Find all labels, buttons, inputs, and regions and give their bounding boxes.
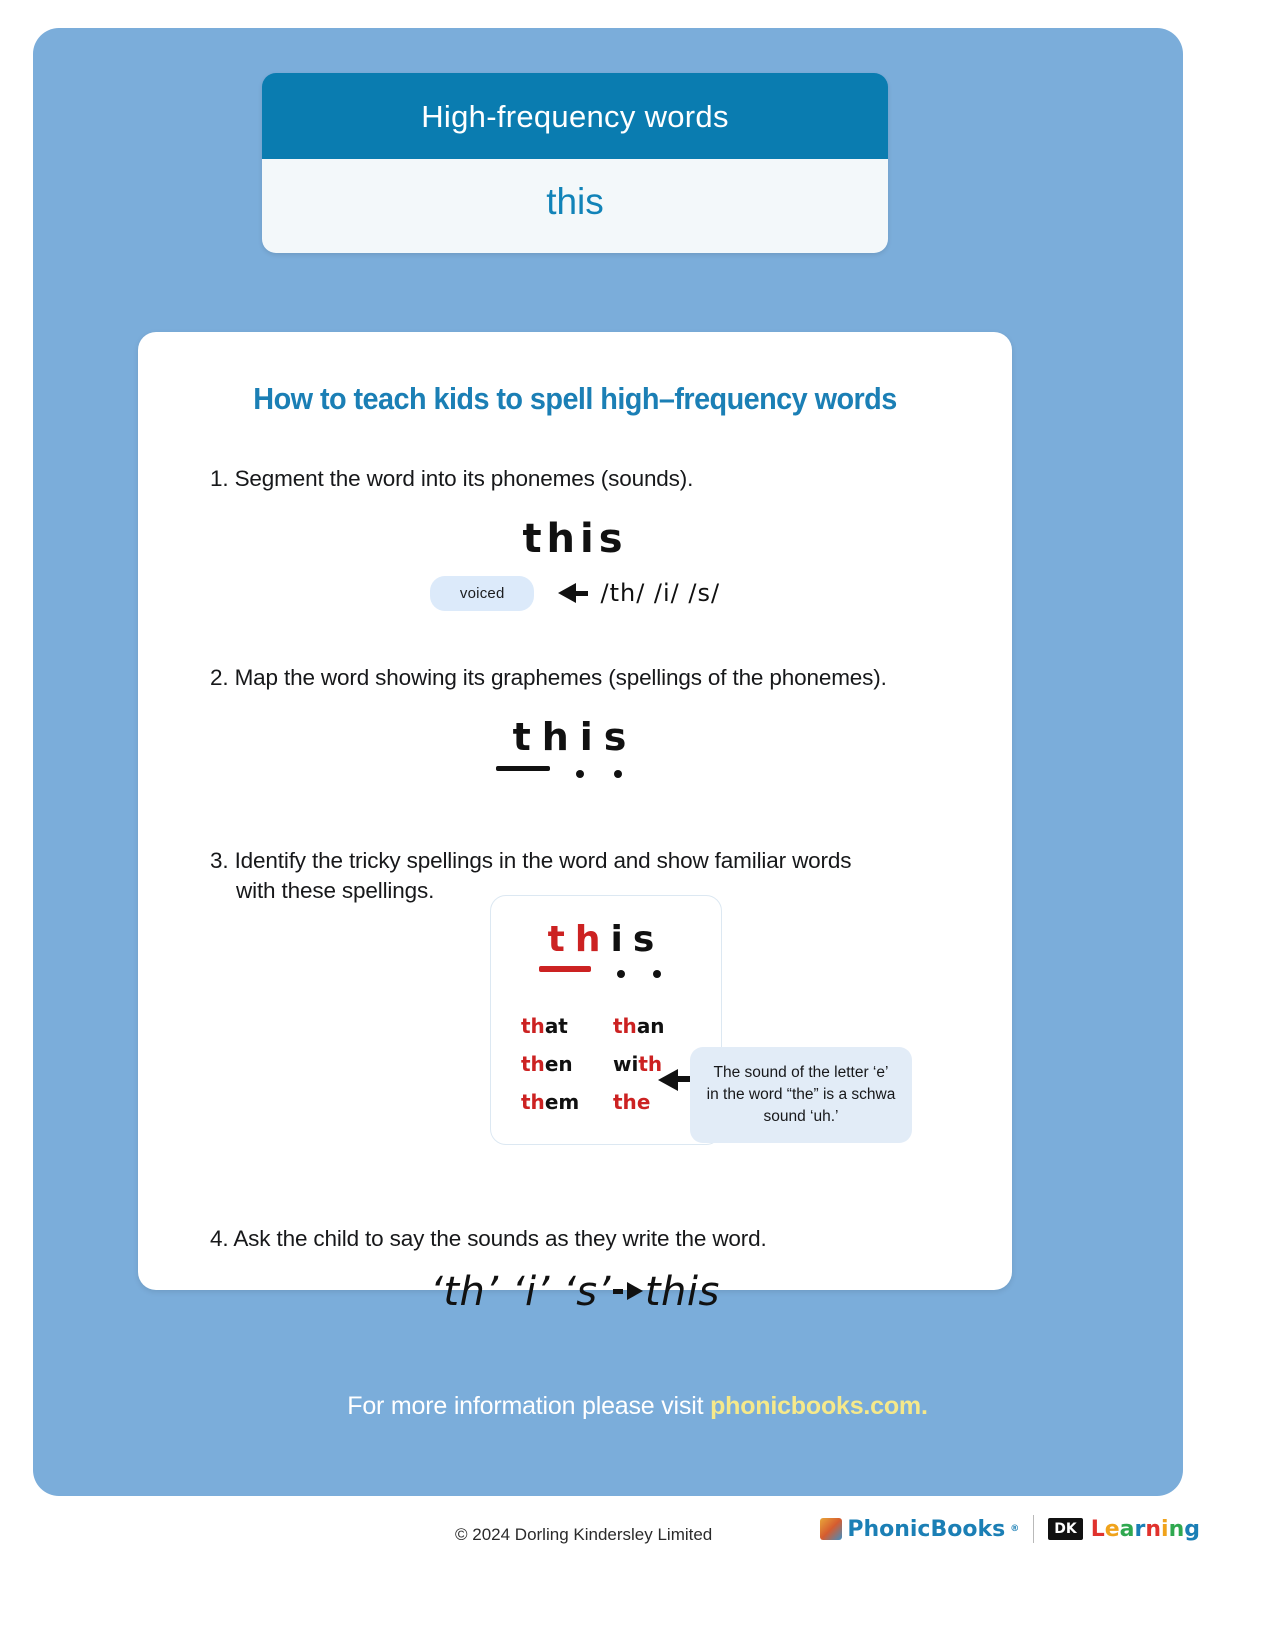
step-2-text: 2. Map the word showing its graphemes (spellings of the phonemes).: [210, 664, 887, 690]
step-2-markers: [480, 766, 670, 788]
tricky-word-letters: [491, 919, 721, 960]
step-2-mapped-word: [480, 715, 670, 788]
promo-site-link[interactable]: phonicbooks.com.: [710, 1392, 928, 1420]
familiar-word-with: [613, 1052, 691, 1076]
familiar-words-row: [521, 1090, 691, 1114]
phonic-books-label: PhonicBooks: [847, 1516, 1006, 1542]
word-then-black: en: [544, 1052, 573, 1076]
promo-line: [0, 1392, 1275, 1421]
word-the-black: e: [636, 1090, 651, 1114]
arrow-right-stem-icon: [613, 1289, 623, 1294]
familiar-word-the: [613, 1090, 691, 1114]
tooltip-arrow-stem-icon: [678, 1076, 690, 1082]
title-card-body: [262, 159, 888, 253]
footer-logos: [820, 1515, 1200, 1543]
familiar-word-then: [521, 1052, 599, 1076]
word-with-red: th: [638, 1052, 663, 1076]
footer: [0, 1515, 1275, 1575]
familiar-words-row: [521, 1014, 691, 1038]
word-the-red: th: [613, 1090, 637, 1114]
voiced-badge: voiced: [430, 576, 535, 611]
tricky-dot-s: [653, 970, 661, 978]
featured-word: this: [546, 181, 604, 222]
tooltip-arrow-icon: [658, 1069, 678, 1091]
copyright-text: © 2024 Dorling Kindersley Limited: [455, 1525, 713, 1544]
familiar-word-that: [521, 1014, 599, 1038]
schwa-tooltip: The sound of the letter ‘e’ in the word “the” is a schwa sound ‘uh.’: [690, 1047, 912, 1143]
word-that-red: th: [521, 1014, 545, 1038]
tricky-letter-s: s: [632, 919, 665, 960]
word-then-red: th: [521, 1052, 545, 1076]
word-them-black: em: [544, 1090, 580, 1114]
step-4-sounds-line: [138, 1269, 1012, 1315]
step-1-text: 1. Segment the word into its phonemes (sounds).: [210, 466, 694, 491]
dk-learning-logo: [1048, 1517, 1200, 1542]
tricky-letter-h: h: [574, 919, 611, 960]
grapheme-dot-i: [576, 770, 584, 778]
tricky-letter-i: i: [610, 919, 633, 960]
tricky-word-markers: [521, 966, 691, 988]
arrow-right-icon: [627, 1282, 643, 1300]
step-3-line-1: 3. Identify the tricky spellings in the word and show familiar words: [210, 848, 852, 874]
arrow-left-stem-icon: [576, 591, 588, 596]
content-heading: How to teach kids to spell high–frequency words: [253, 381, 897, 416]
grapheme-bar-th: [496, 766, 550, 771]
phonic-books-mark-icon: [820, 1518, 842, 1540]
word-that-black: at: [544, 1014, 568, 1038]
word-them-red: th: [521, 1090, 545, 1114]
familiar-word-than: [613, 1014, 691, 1038]
footer-divider: [1033, 1515, 1034, 1543]
grapheme-dot-s: [614, 770, 622, 778]
title-card-header-label: High-frequency words: [421, 99, 729, 134]
arrow-left-icon: [558, 583, 576, 603]
step-1-phoneme-row: [138, 576, 1012, 611]
tricky-letter-t: t: [547, 919, 575, 960]
tricky-bar-th: [539, 966, 591, 972]
content-card: [138, 332, 1012, 1316]
step-4-sounds: ‘th’ ‘i’ ‘s’: [430, 1269, 611, 1316]
step-1-word: this: [522, 515, 628, 562]
familiar-words-grid: [491, 1014, 721, 1114]
title-card: [262, 73, 888, 253]
title-card-header: [262, 73, 888, 159]
tricky-word-display: [491, 919, 721, 988]
dk-learning-label: Learning: [1090, 1516, 1200, 1542]
promo-text: For more information please visit: [347, 1392, 711, 1420]
step-4-result: this: [644, 1269, 720, 1316]
word-with-black: wi: [613, 1052, 639, 1076]
familiar-word-them: [521, 1090, 599, 1114]
tricky-spellings-box: [490, 895, 722, 1145]
dk-mark-label: DK: [1048, 1518, 1082, 1540]
phonic-books-logo: [820, 1517, 1019, 1542]
tricky-dot-i: [617, 970, 625, 978]
step-1-phonemes: /th/ /i/ /s/: [600, 579, 721, 608]
step-4-text: 4. Ask the child to say the sounds as they write the word.: [210, 1225, 767, 1251]
word-than-red: th: [613, 1014, 637, 1038]
registered-trademark-icon: ®: [1010, 1524, 1020, 1534]
word-than-black: an: [636, 1014, 665, 1038]
step-2-word: this: [512, 715, 638, 760]
step-3-line-2: with these spellings.: [236, 878, 435, 904]
